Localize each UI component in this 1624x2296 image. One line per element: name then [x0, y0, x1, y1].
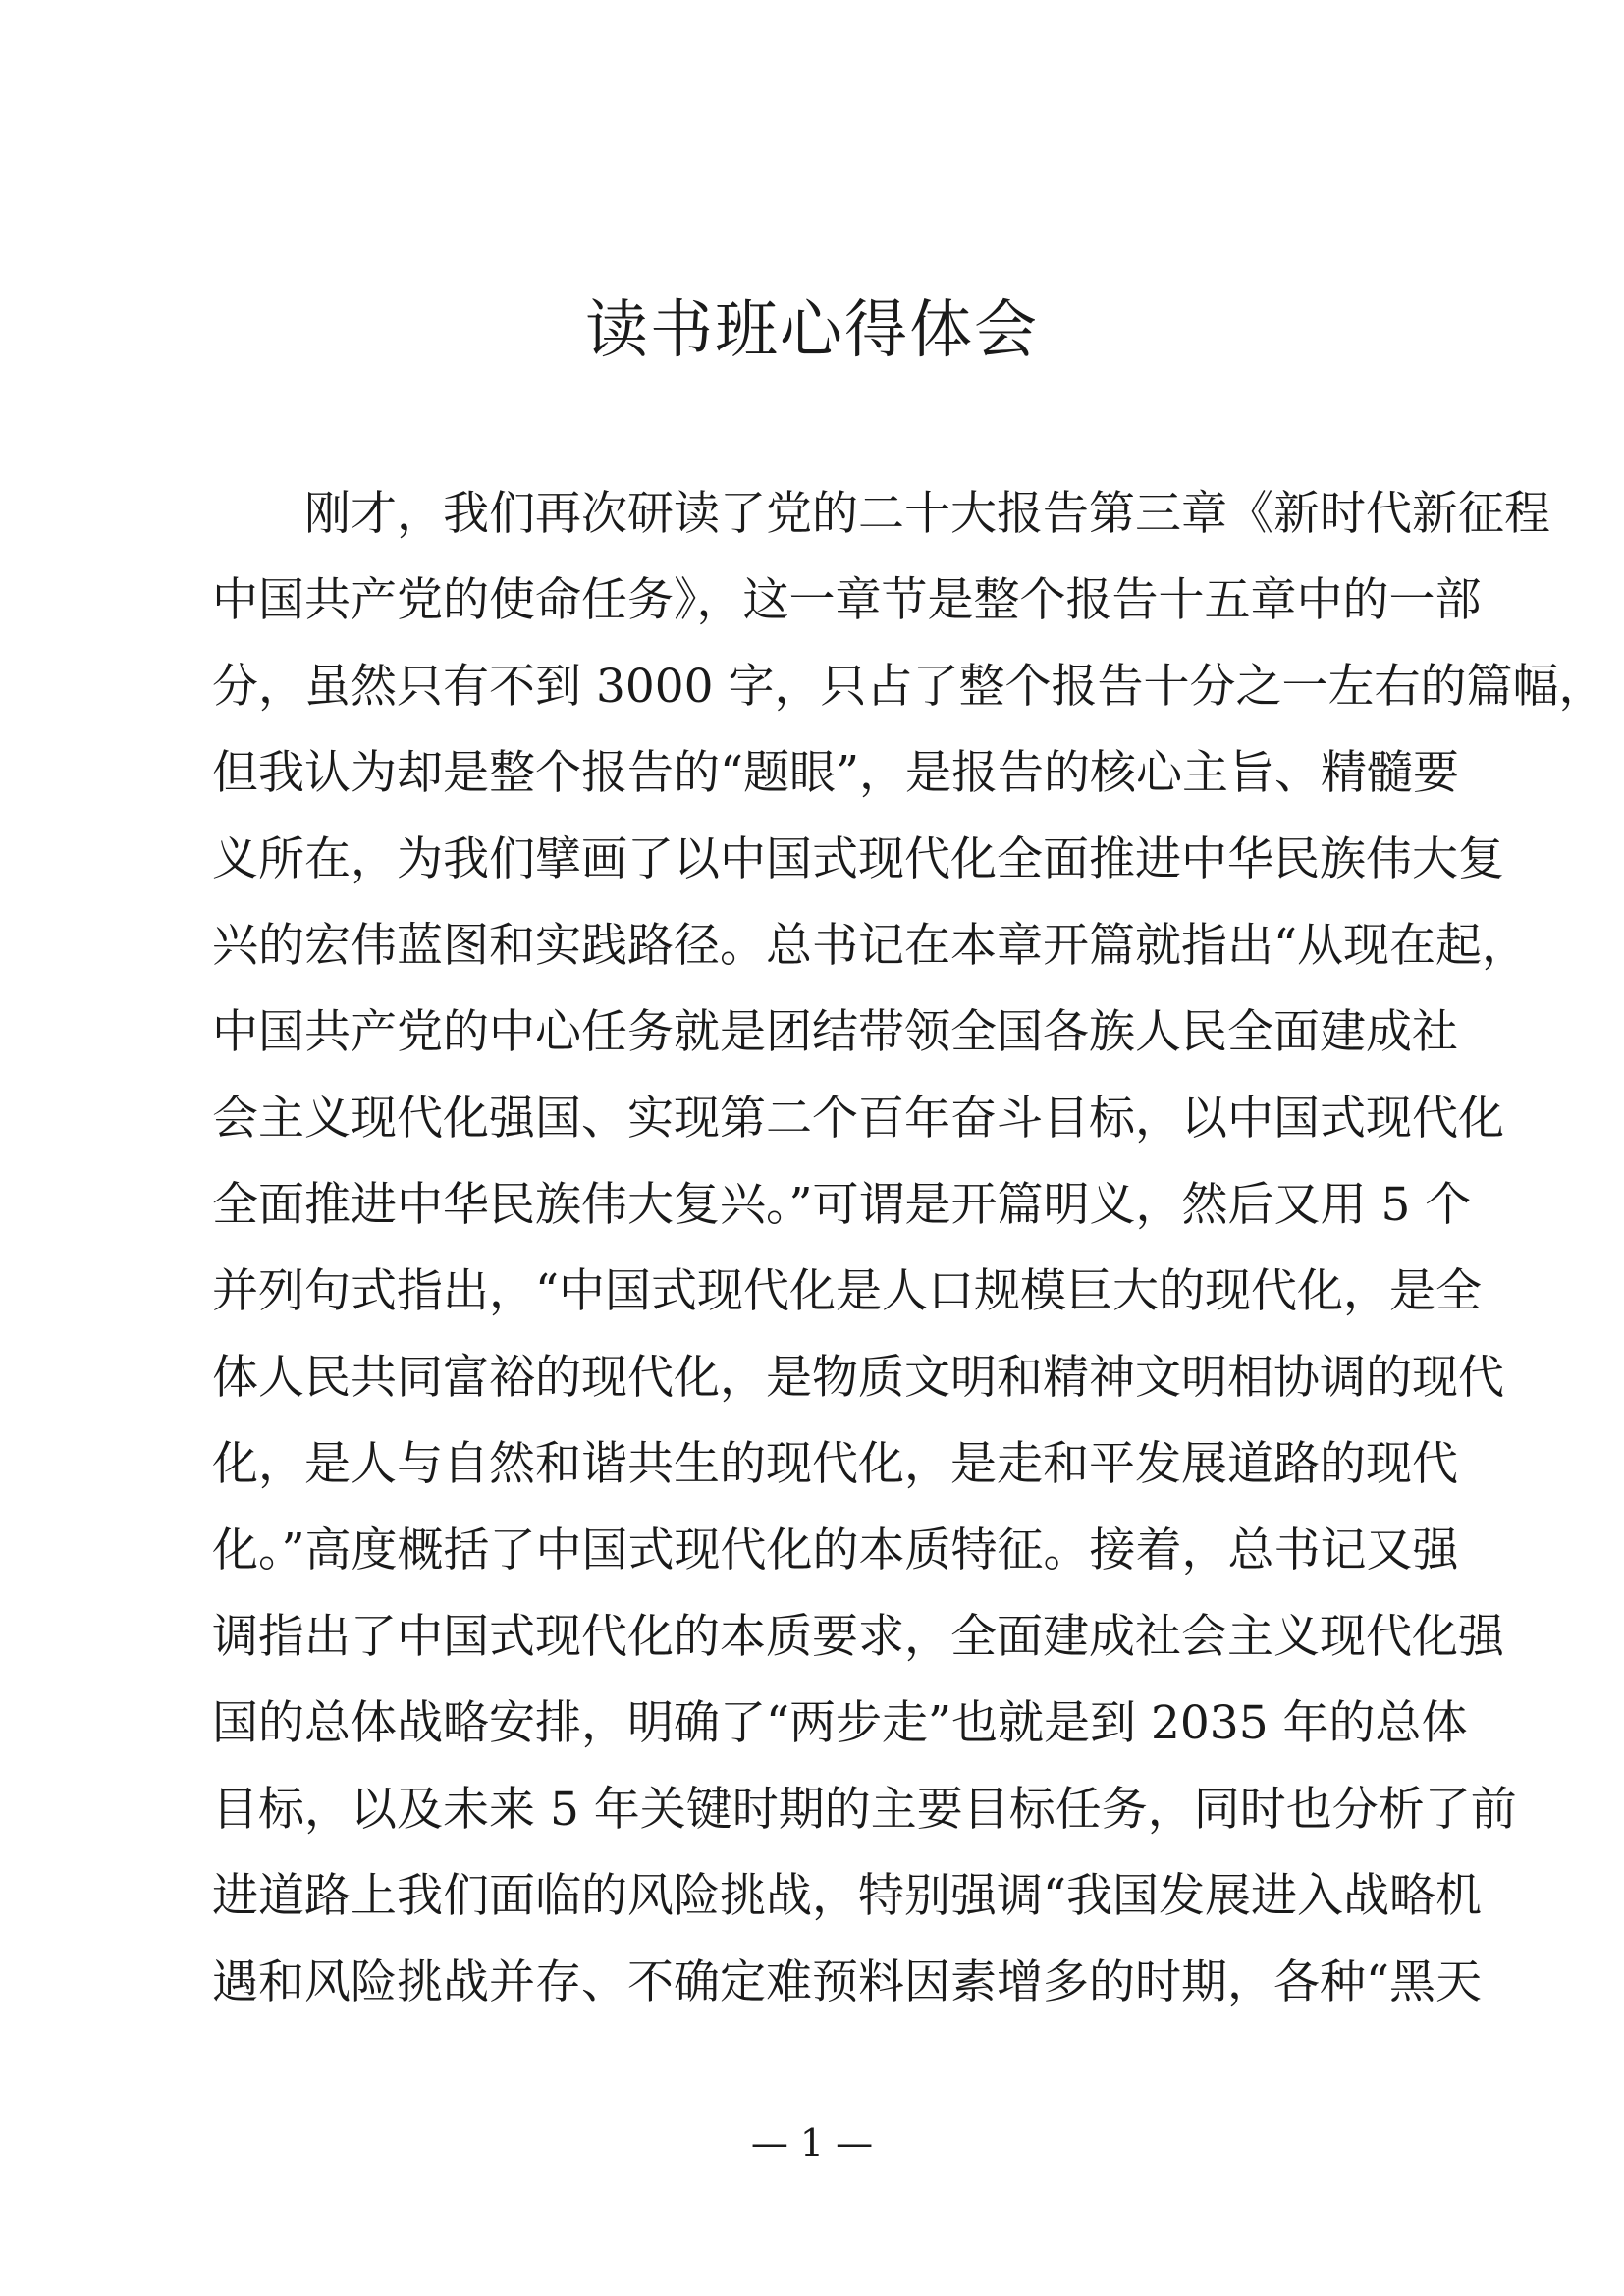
paragraph-line: 遇和风险挑战并存、不确定难预料因素增多的时期，各种“黑天: [212, 1955, 1483, 2009]
paragraph-line: 刚才，我们再次研读了党的二十大报告第三章《新时代新征程: [304, 487, 1550, 541]
document-title: 读书班心得体会: [585, 294, 1039, 367]
paragraph-line: 分，虽然只有不到 3000 字，只占了整个报告十分之一左右的篇幅，: [212, 660, 1605, 714]
paragraph-line: 全面推进中华民族伟大复兴。”可谓是开篇明义，然后又用 5 个: [212, 1178, 1472, 1232]
paragraph-line: 兴的宏伟蓝图和实践路径。总书记在本章开篇就指出“从现在起，: [212, 919, 1529, 973]
page-number: — 1 —: [750, 2121, 874, 2164]
paragraph-line: 中国共产党的中心任务就是团结带领全国各族人民全面建成社: [212, 1005, 1458, 1059]
paragraph-line: 化。”高度概括了中国式现代化的本质特征。接着，总书记又强: [212, 1523, 1459, 1577]
body-paragraph: [212, 471, 1605, 2026]
paragraph-line: 国的总体战略安排，明确了“两步走”也就是到 2035 年的总体: [212, 1696, 1468, 1750]
paragraph-line: 会主义现代化强国、实现第二个百年奋斗目标，以中国式现代化: [212, 1092, 1504, 1146]
paragraph-line: 中国共产党的使命任务》，这一章节是整个报告十五章中的一部: [212, 573, 1482, 627]
paragraph-line: 化，是人与自然和谐共生的现代化，是走和平发展道路的现代: [212, 1437, 1458, 1491]
paragraph-line: 目标，以及未来 5 年关键时期的主要目标任务，同时也分析了前: [212, 1783, 1517, 1837]
paragraph-line: 但我认为却是整个报告的“题眼”，是报告的核心主旨、精髓要: [212, 746, 1460, 800]
paragraph-line: 进道路上我们面临的风险挑战，特别强调“我国发展进入战略机: [212, 1869, 1483, 1923]
paragraph-line: 调指出了中国式现代化的本质要求，全面建成社会主义现代化强: [212, 1610, 1504, 1664]
paragraph-line: 并列句式指出，“中国式现代化是人口规模巨大的现代化，是全: [212, 1264, 1483, 1318]
paragraph-line: 体人民共同富裕的现代化，是物质文明和精神文明相协调的现代: [212, 1351, 1504, 1405]
paragraph-line: 义所在，为我们擘画了以中国式现代化全面推进中华民族伟大复: [212, 832, 1504, 886]
